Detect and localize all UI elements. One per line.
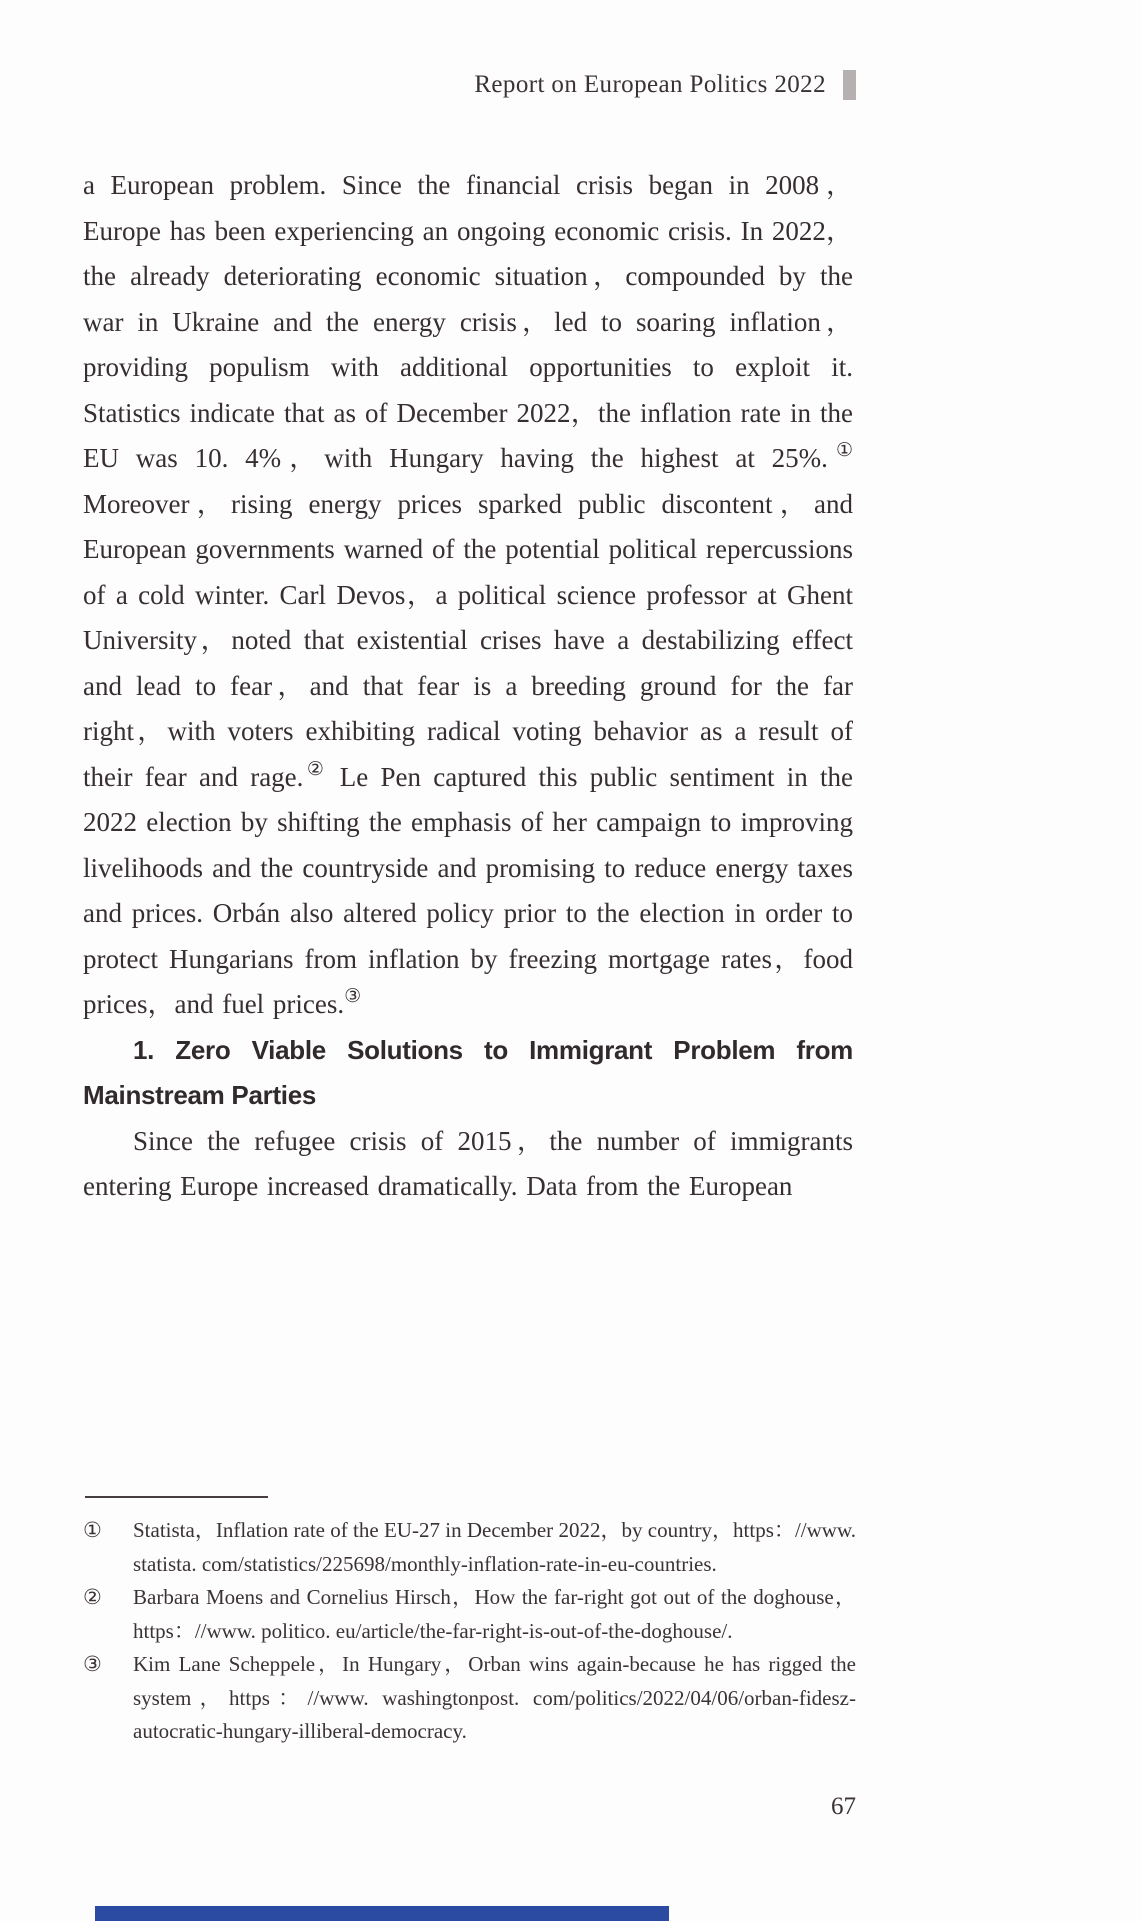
page-number: 67 bbox=[831, 1793, 856, 1820]
footnote-marker-3: ③ bbox=[83, 1652, 102, 1676]
footnote-3 bbox=[83, 1648, 856, 1749]
footnote-separator-rule bbox=[85, 1496, 268, 1498]
footnote-ref-1: ① bbox=[827, 440, 853, 461]
bottom-blue-bar bbox=[95, 1906, 669, 1921]
footnote-marker-1: ① bbox=[83, 1518, 102, 1542]
running-header bbox=[83, 70, 856, 100]
footnote-1 bbox=[83, 1514, 856, 1581]
paragraph-text: a European problem. Since the financial crisis began in 2008，Europe has been experiencing an ongoing economic crisis. In 2022，the already deteriorating economic situation，compounded by the war in Ukraine and the energy crisis，led to soaring inflation，providing populism with additional opportunities to exploit it. Statistics indicate that as of December 2022，the inflation rate in the EU was 10. 4%，with Hungary having the highest at 25%. bbox=[83, 170, 853, 473]
paragraph-text: Moreover，rising energy prices sparked public discontent，and European governments warned of the potential political repercussions of a cold winter. Carl Devos，a political science professor at Ghent University，noted that existential crises have a destabilizing effect and lead to fear，and that fear is a breeding ground for the far right，with voters exhibiting radical voting behavior as a result of their fear and rage. bbox=[83, 488, 853, 792]
footnote-section bbox=[83, 1496, 856, 1749]
paragraph-economic-crisis bbox=[83, 163, 853, 1028]
footnote-ref-2: ② bbox=[303, 758, 328, 780]
section-heading: 1. Zero Viable Solutions to Immigrant Problem from Mainstream Parties bbox=[83, 1034, 853, 1110]
footnote-ref-3: ③ bbox=[344, 986, 362, 1007]
paragraph-refugee-crisis: Since the refugee crisis of 2015，the number of immigrants entering Europe increased dramatically. Data from the European bbox=[83, 1125, 853, 1201]
header-accent-bar bbox=[843, 70, 856, 100]
main-text-column bbox=[83, 163, 853, 1210]
footnote-text-1: Statista，Inflation rate of the EU-27 in December 2022，by country，https：//www. statista. com/statistics/225698/monthly-inflation-rate-in-eu-countries. bbox=[133, 1518, 856, 1576]
paragraph-text: Le Pen captured this public sentiment in the 2022 election by shifting the emphasis of her campaign to improving livelihoods and the countryside and promising to reduce energy taxes and prices. Orbán also altered policy prior to the election in order to protect Hungarians from inflation by freezing mortgage rates，food prices，and fuel prices. bbox=[83, 761, 853, 1019]
header-title: Report on European Politics 2022 bbox=[474, 71, 826, 98]
footnote-2 bbox=[83, 1581, 856, 1648]
footnote-text-2: Barbara Moens and Cornelius Hirsch，How the far-right got out of the doghouse，https：//www. politico. eu/article/the-far-right-is-out-of-the-doghouse/. bbox=[133, 1585, 856, 1643]
footnote-text-3: Kim Lane Scheppele，In Hungary，Orban wins again-because he has rigged the system，https：//www. washingtonpost. com/politics/2022/04/06/orban-fidesz-autocratic-hungary-illiberal-democracy. bbox=[133, 1652, 856, 1743]
footnote-marker-2: ② bbox=[83, 1585, 102, 1609]
